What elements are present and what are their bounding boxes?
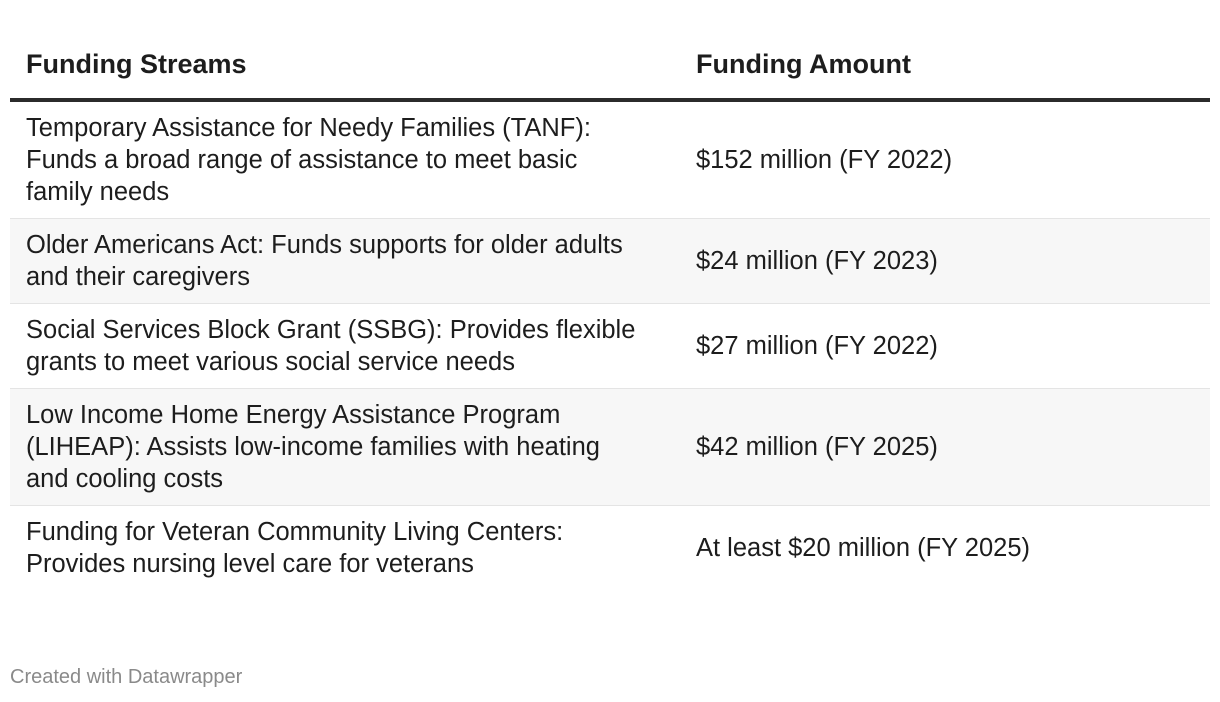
amount-cell: $42 million (FY 2025): [680, 389, 1210, 506]
datawrapper-credit: Created with Datawrapper: [10, 666, 243, 688]
table-row: [10, 304, 1210, 389]
stream-cell: Low Income Home Energy Assistance Program (LIHEAP): Assists low-income families with heating and cooling costs: [10, 389, 680, 506]
funding-table-container: [10, 38, 1210, 590]
table-row: [10, 100, 1210, 219]
amount-cell: $24 million (FY 2023): [680, 219, 1210, 304]
table-row: [10, 506, 1210, 591]
amount-cell: $152 million (FY 2022): [680, 100, 1210, 219]
header-funding-streams: Funding Streams: [10, 38, 680, 100]
header-funding-amount: Funding Amount: [680, 38, 1210, 100]
funding-table: [10, 38, 1210, 590]
amount-cell: At least $20 million (FY 2025): [696, 534, 1031, 562]
amount-cell: $27 million (FY 2022): [680, 304, 1210, 389]
table-row: [10, 389, 1210, 506]
table-row: [10, 219, 1210, 304]
stream-cell: Funding for Veteran Community Living Centers: Provides nursing level care for veterans: [26, 518, 564, 578]
stream-cell: Temporary Assistance for Needy Families (TANF): Funds a broad range of assistance to meet basic family needs: [10, 100, 680, 219]
stream-cell: Older Americans Act: Funds supports for older adults and their caregivers: [10, 219, 680, 304]
table-header-row: [10, 38, 1210, 100]
stream-cell: Social Services Block Grant (SSBG): Provides flexible grants to meet various social service needs: [10, 304, 680, 389]
